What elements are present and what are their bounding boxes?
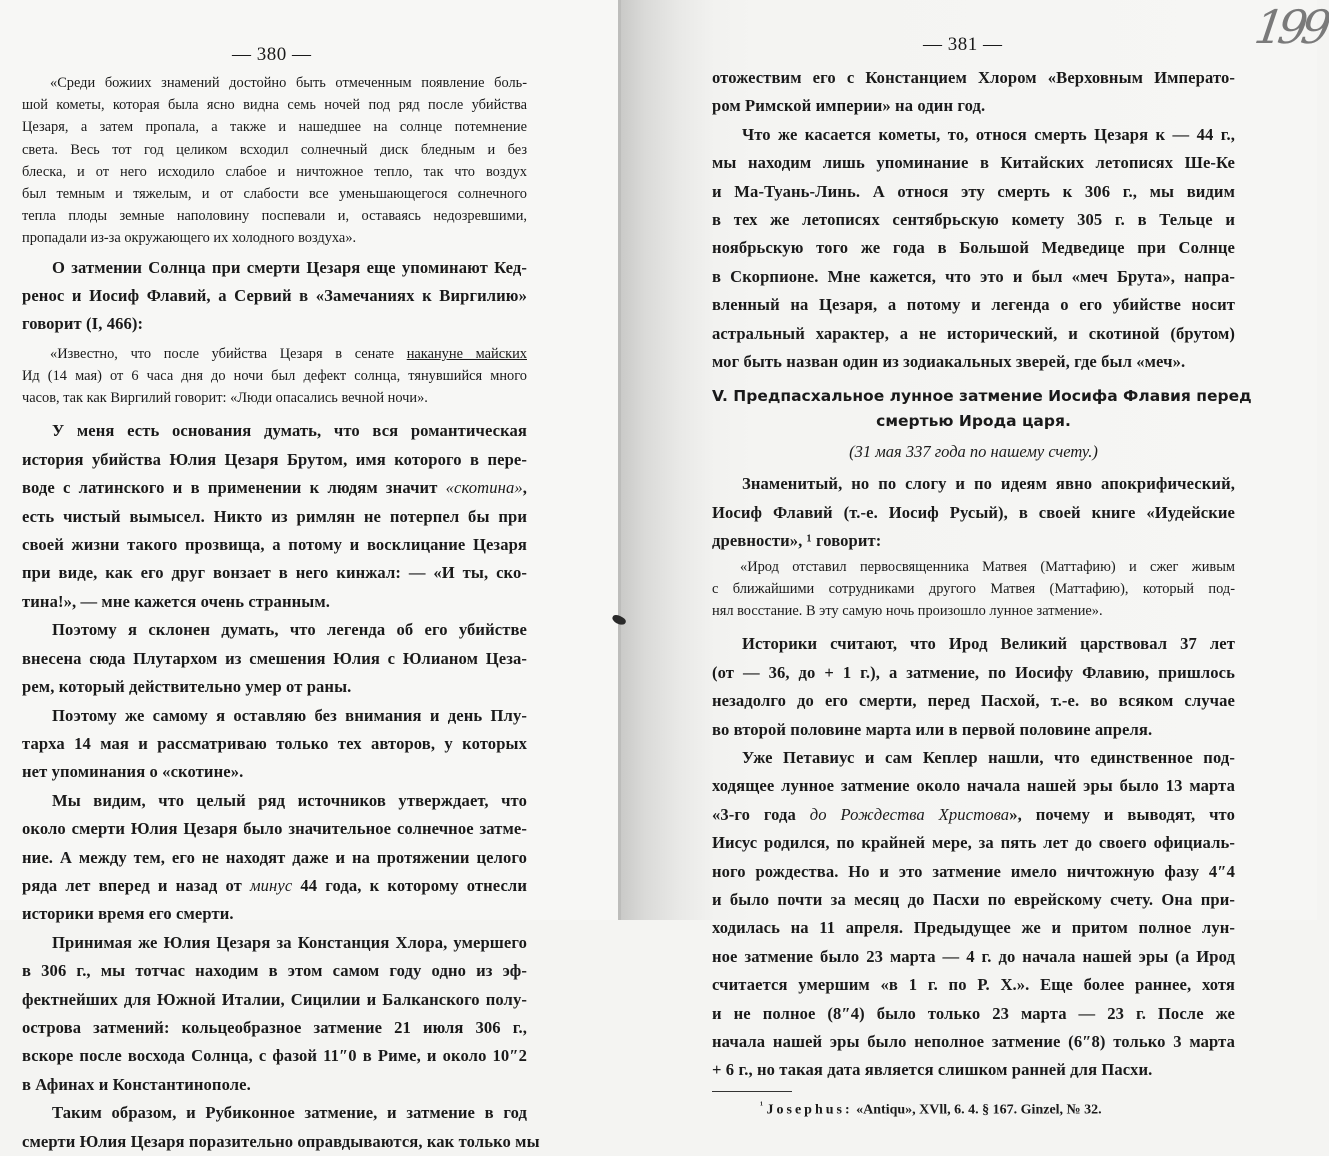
text-line: шой кометы, которая была ясно видна семь ночей под ряд после убийства xyxy=(22,97,527,114)
text-line: в Афинах и Константинополе. xyxy=(22,1074,251,1094)
paragraph xyxy=(712,121,1235,377)
text-line: тина!», — мне кажется очень странным. xyxy=(22,591,330,611)
paragraph xyxy=(22,616,527,701)
text-line: внесена сюда Плутархом из смешения Юлия с Юлианом Цеза- xyxy=(22,648,527,668)
paragraph xyxy=(712,744,1235,1085)
text-line: Историки считают, что Ирод Великий царствовал 37 лет xyxy=(742,634,1235,654)
text-line: Таким образом, и Рубиконное затмение, и затмение в год xyxy=(52,1103,527,1123)
paragraph xyxy=(22,417,527,616)
text-line: нет упоминания о «скотине». xyxy=(22,762,244,782)
text-line: Иисус родился, по крайней мере, за пять лет до своего официаль- xyxy=(712,833,1235,853)
footnote-text: «Antiqu», XVll, 6. 4. § 167. Ginzel, № 32. xyxy=(856,1102,1102,1118)
footnote-marker: ¹ xyxy=(760,1099,763,1111)
text-line: говорит (I, 466): xyxy=(22,314,144,334)
left-page xyxy=(0,0,620,1151)
text-line: тепла плоды земные наполовину поспевали и, оставаясь недозревшими, xyxy=(22,208,527,225)
text-line: ние. А между тем, его не находят даже и на протяжении целого xyxy=(22,847,527,867)
paragraph xyxy=(22,1099,540,1156)
text-line: воде с латинского и в применении к людям значит «скотина», xyxy=(22,478,527,498)
paragraph xyxy=(712,64,1235,121)
text-line: смерти Юлия Цезаря поразительно оправдываются, как только мы xyxy=(22,1131,540,1151)
text-line: Ид (14 мая) от 6 часа дня до ночи был дефект солнца, тянувшийся много xyxy=(22,368,527,385)
text-line: рем, который действительно умер от раны. xyxy=(22,677,352,697)
page-gutter xyxy=(618,0,621,920)
text-line: в Скорпионе. Мне кажется, что это и был «меч Брута», напра- xyxy=(712,266,1235,286)
text-line: Иосиф Флавий (т.-е. Иосиф Русый), в своей книге «Иудейские xyxy=(712,502,1235,522)
text-line: «Известно, что после убийства Цезаря в сенате накануне майских xyxy=(50,345,527,362)
text-line: «Ирод отставил первосвященника Матвея (Маттафию) и сжег живым xyxy=(740,558,1235,575)
text-line: в тех же летописях сентябрьскую комету 305 г. в Тельце и xyxy=(712,210,1235,230)
section-heading xyxy=(712,384,1252,466)
quote-servius xyxy=(22,343,527,410)
text-line: ное затмение было 23 марта — 4 г. до начала нашей эры (а Ирод xyxy=(712,946,1235,966)
text-line: У меня есть основания думать, что вся романтическая xyxy=(52,421,527,441)
text-line: фектнейших для Южной Италии, Сицилии и Балканского полу- xyxy=(22,989,527,1009)
text-line: нял восстание. В эту самую ночь произошло лунное затмение». xyxy=(712,603,1103,620)
text-line: есть чистый вымысел. Никто из римлян не потерпел бы при xyxy=(22,506,527,526)
section-heading-line-1: V. Предпасхальное лунное затмение Иосифа Флавия перед xyxy=(712,387,1252,406)
text-line: Мы видим, что целый ряд источников утверждает, что xyxy=(52,790,527,810)
left-page-text xyxy=(22,72,540,1156)
text-line: своей жизни такого прозвища, а потому и восклицание Цезаря xyxy=(22,535,527,555)
handwritten-folio-number: 199 xyxy=(1251,0,1329,54)
text-line: Уже Петавиус и сам Кеплер нашли, что единственное под- xyxy=(742,747,1235,767)
text-line: ренос и Иосиф Флавий, а Сервий в «Замечаниях к Виргилию» xyxy=(22,286,527,306)
quote-josephus xyxy=(712,556,1235,623)
text-line: вленный на Цезаря, а потому и легенда о его убийстве носит xyxy=(712,295,1235,315)
text-line: Принимая же Юлия Цезаря за Констанция Хлора, умершего xyxy=(52,932,527,952)
text-line: острова затмений: кольцеобразное затмение 21 июля 306 г., xyxy=(22,1017,527,1037)
text-line: древности», ¹ говорит: xyxy=(712,531,882,551)
section-heading-line-2: смертью Ирода царя. xyxy=(876,412,1071,431)
paragraph xyxy=(22,702,527,787)
text-line: Цезаря, а затем пропала, а также и нашедшее на солнце потемнение xyxy=(22,119,527,136)
text-line: незадолго до его смерти, перед Пасхой, т.-е. во всяком случае xyxy=(712,691,1235,711)
paragraph xyxy=(712,630,1235,744)
text-line: Поэтому же самому я оставляю без внимания и день Плу- xyxy=(52,705,527,725)
text-line: часов, так как Виргилий говорит: «Люди опасались вечной ночи». xyxy=(22,390,428,407)
underlined-phrase: накануне майских xyxy=(406,345,527,362)
text-line: + 6 г., но такая дата является слишком ранней для Пасхи. xyxy=(712,1060,1153,1080)
section-dateline: (31 мая 337 года по нашему счету.) xyxy=(849,442,1098,462)
text-line: в 306 г., мы тотчас находим в этом самом году одно из эф- xyxy=(22,961,527,981)
text-line: вскоре после восхода Солнца, с фазой 11″0 в Риме, и около 10″2 xyxy=(22,1046,527,1066)
text-line: начала нашей эры было неполное затмение (6″8) только 3 марта xyxy=(712,1031,1235,1051)
text-line: был темным и тяжелым, и от слабости все уменьшающегося солнечного xyxy=(22,186,527,203)
text-line: пропадали из-за окружающего их холодного воздуха». xyxy=(22,230,357,247)
text-line: астральный характер, а не исторический, и скотиной (брутом) xyxy=(712,323,1235,343)
text-line: и не полное (8″4) было только 23 марта — 23 г. После же xyxy=(712,1003,1235,1023)
paragraph xyxy=(22,787,527,929)
text-line: история убийства Юлия Цезаря Брутом, имя которого в пере- xyxy=(22,449,527,469)
footnote-divider xyxy=(712,1091,792,1092)
text-line: «3-го года до Рождества Христова», почему и выводят, что xyxy=(712,804,1235,824)
text-line: О затмении Солнца при смерти Цезаря еще упоминают Кед- xyxy=(52,257,527,277)
right-page-text xyxy=(712,64,1252,1120)
text-line: ходилась на 11 апреля. Предыдущее же и притом полное лун- xyxy=(712,918,1235,938)
text-line: тарха 14 мая и рассматриваю только тех авторов, у которых xyxy=(22,733,527,753)
quote-comet xyxy=(22,72,527,250)
text-line: мы находим лишь упоминание в Китайских летописях Ше-Ке xyxy=(712,153,1235,173)
text-line: ряда лет вперед и назад от минус 44 года, к которому отнесли xyxy=(22,875,528,895)
text-line: света. Весь тот год целиком всходил солнечный диск бледным и без xyxy=(22,141,527,158)
text-line: Поэтому я склонен думать, что легенда об его убийстве xyxy=(52,620,527,640)
text-line: «Среди божиих знамений достойно быть отмеченным появление боль- xyxy=(50,75,527,91)
italic-phrase: «скотина» xyxy=(445,478,523,498)
page-number-right: — 381 — xyxy=(923,34,1003,55)
text-line: и было почти за месяц до Пасхи по еврейскому счету. Она при- xyxy=(712,889,1235,909)
text-line: блеска, и от него исходило слабое и ничтожное тепло, так что воздух xyxy=(22,163,527,180)
text-line: отожествим его с Констанцием Хлором «Верховным Императо- xyxy=(712,68,1235,87)
text-line: при виде, как его друг вонзает в него кинжал: — «И ты, ско- xyxy=(22,563,527,583)
text-line: ром Римской империи» на один год. xyxy=(712,96,986,116)
text-line: считается умершим «в 1 г. по Р. Х.». Еще более раннее, хотя xyxy=(712,975,1235,995)
paragraph xyxy=(22,254,527,339)
paragraph xyxy=(22,929,527,1099)
italic-phrase: минус xyxy=(249,875,293,895)
text-line: ного рождества. Но и это затмение имело ничтожную фазу 4″4 xyxy=(712,861,1235,881)
text-line: около смерти Юлия Цезаря было значительное солнечное затме- xyxy=(22,819,527,839)
text-line: во второй половине марта или в первой половине апреля. xyxy=(712,719,1153,739)
footnote-author: Josephus: xyxy=(766,1102,853,1118)
page-number-left: — 380 — xyxy=(232,44,312,65)
text-line: Что же касается кометы, то, относя смерть Цезаря к — 44 г., xyxy=(742,124,1235,144)
text-line: ходящее лунное затмение около начала нашей эры было 13 марта xyxy=(712,776,1235,796)
footnote xyxy=(712,1096,1235,1121)
paragraph xyxy=(712,470,1235,555)
text-line: ноябрьскую того же года в Большой Медведице при Солнце xyxy=(712,238,1235,258)
text-line: с ближайшими сотрудниками другого Матвея (Маттафию), который под- xyxy=(712,580,1235,597)
text-line: Знаменитый, но по слогу и по идеям явно апокрифический, xyxy=(742,474,1235,494)
text-line: мог быть назван один из зодиакальных зверей, где был «меч». xyxy=(712,352,1186,372)
text-line: и Ма-Туань-Линь. А относя эту смерть к 306 г., мы видим xyxy=(712,181,1235,201)
text-line: (от — 36, до + 1 г.), а затмение, по Иосифу Флавию, пришлось xyxy=(712,662,1235,682)
italic-phrase: до Рождества Христова xyxy=(809,804,1010,824)
text-line: историки время его смерти. xyxy=(22,904,234,924)
